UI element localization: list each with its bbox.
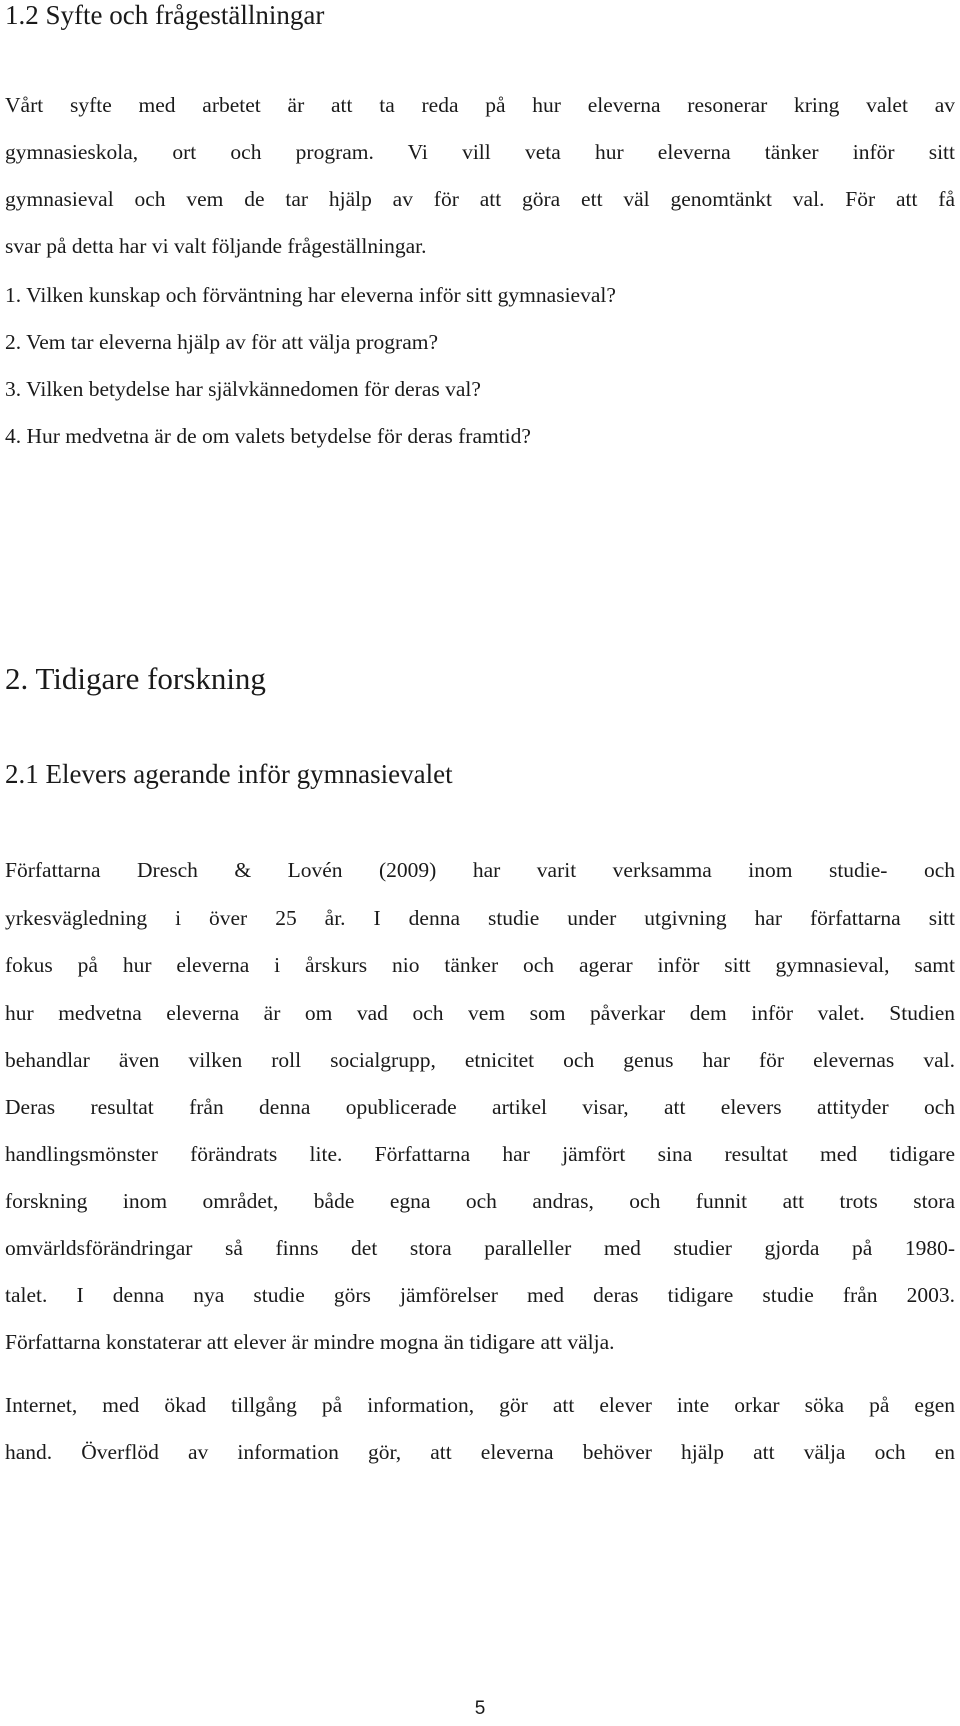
body-line: handlingsmönster förändrats lite. Författarna har jämfört sina resultat med tidigare bbox=[5, 1142, 955, 1166]
question-item-1: 1. Vilken kunskap och förväntning har eleverna inför sitt gymnasieval? bbox=[5, 283, 616, 307]
body-line: Författarna konstaterar att elever är mindre mogna än tidigare att välja. bbox=[5, 1330, 615, 1354]
section-heading-2-1: 2.1 Elevers agerande inför gymnasievalet bbox=[5, 759, 453, 789]
body-line: yrkesvägledning i över 25 år. I denna studie under utgivning har författarna sitt bbox=[5, 906, 955, 930]
page-number: 5 bbox=[474, 1698, 486, 1719]
body-line: svar på detta har vi valt följande frågeställningar. bbox=[5, 234, 427, 258]
body-line: Vårt syfte med arbetet är att ta reda på hur eleverna resonerar kring valet av bbox=[5, 93, 955, 117]
question-item-2: 2. Vem tar eleverna hjälp av för att välja program? bbox=[5, 330, 439, 354]
body-line: Internet, med ökad tillgång på information, gör att elever inte orkar söka på egen bbox=[5, 1393, 955, 1417]
body-line: Författarna Dresch & Lovén (2009) har varit verksamma inom studie- och bbox=[5, 858, 955, 882]
body-line: gymnasieskola, ort och program. Vi vill veta hur eleverna tänker inför sitt bbox=[5, 140, 955, 164]
section-heading-2: 2. Tidigare forskning bbox=[5, 661, 266, 696]
body-line: hand. Överflöd av information gör, att eleverna behöver hjälp att välja och en bbox=[5, 1440, 955, 1464]
section-heading-1-2: 1.2 Syfte och frågeställningar bbox=[5, 0, 325, 30]
body-line: behandlar även vilken roll socialgrupp, etnicitet och genus har för elevernas val. bbox=[5, 1048, 955, 1072]
body-line: hur medvetna eleverna är om vad och vem som påverkar dem inför valet. Studien bbox=[5, 1001, 955, 1025]
body-line: Deras resultat från denna opublicerade artikel visar, att elevers attityder och bbox=[5, 1095, 955, 1119]
question-item-4: 4. Hur medvetna är de om valets betydelse för deras framtid? bbox=[5, 424, 531, 448]
question-item-3: 3. Vilken betydelse har självkännedomen för deras val? bbox=[5, 377, 481, 401]
body-line: gymnasieval och vem de tar hjälp av för att göra ett väl genomtänkt val. För att få bbox=[5, 187, 955, 211]
body-line: omvärldsförändringar så finns det stora paralleller med studier gjorda på 1980- bbox=[5, 1236, 955, 1260]
body-line: talet. I denna nya studie görs jämförelser med deras tidigare studie från 2003. bbox=[5, 1283, 955, 1307]
body-line: fokus på hur eleverna i årskurs nio tänker och agerar inför sitt gymnasieval, samt bbox=[5, 953, 955, 977]
body-line: forskning inom området, både egna och andras, och funnit att trots stora bbox=[5, 1189, 955, 1213]
